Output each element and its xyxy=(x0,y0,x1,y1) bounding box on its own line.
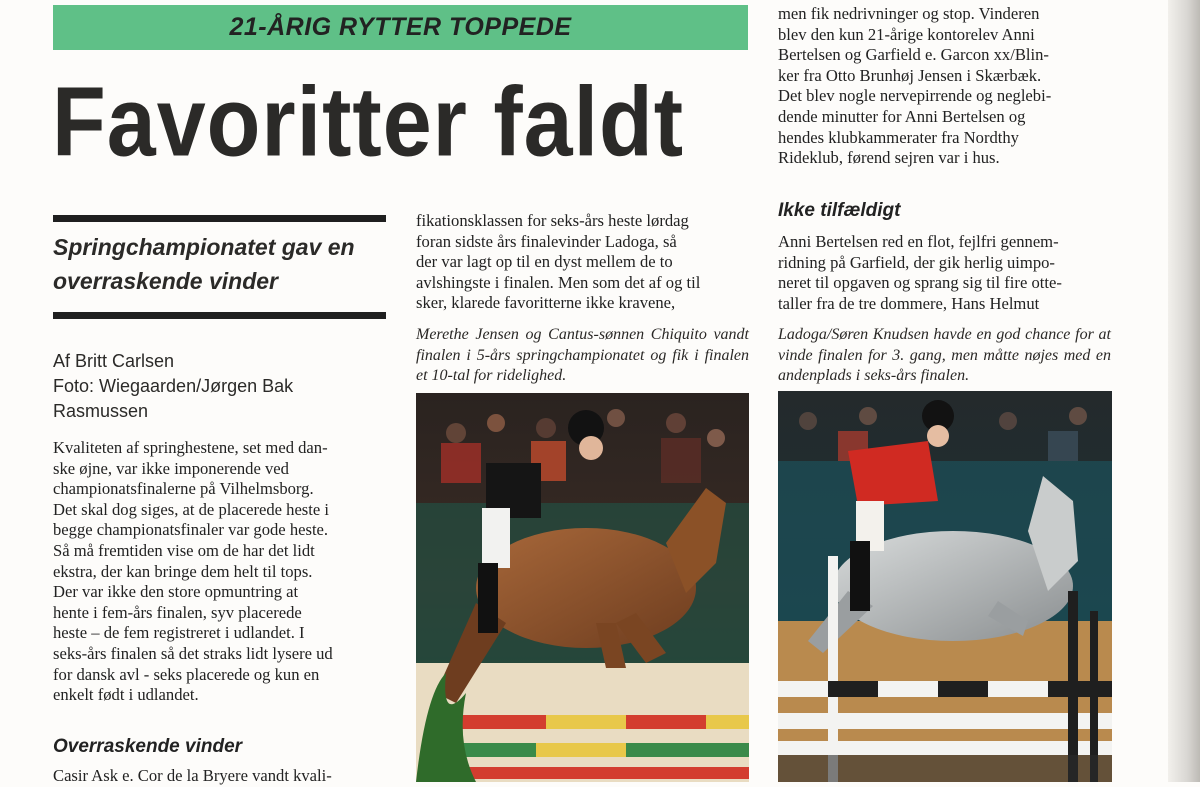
col1-paragraph xyxy=(53,438,387,706)
section-head-ikke-tilfaeldigt: Ikke tilfældigt xyxy=(778,200,901,221)
text-line: heste – de fem registreret i udlandet. I xyxy=(53,623,305,643)
text-line: for dansk avl - seks placerede og kun en xyxy=(53,664,320,684)
text-line: Anni Bertelsen red en flot, fejlfri gennem- xyxy=(778,232,1059,251)
photo-chiquito-image xyxy=(416,393,749,782)
section-head-overraskende: Overraskende vinder xyxy=(53,736,243,757)
headline: Favoritter faldt xyxy=(52,66,685,177)
text-line: ker fra Otto Brunhøj Jensen i Skærbæk. xyxy=(778,65,1042,85)
text-line: dende minutter for Anni Bertelsen og xyxy=(778,106,1026,126)
text-line: Der var ikke den store opmuntring at xyxy=(53,582,299,602)
text-line: Kvaliteten af springhestene, set med dan- xyxy=(53,438,328,457)
subhead-rule-top xyxy=(53,215,386,222)
text-line: ridning på Garfield, der gik herlig uimpo- xyxy=(778,252,1055,272)
text-line: begge championatsfinaler var gode heste. xyxy=(53,520,329,540)
text-line: seks-års finalen så det straks lidt lysere ud xyxy=(53,643,333,663)
text-line: Det skal dog siges, at de placerede heste i xyxy=(53,499,330,519)
byline-photo: Foto: Wiegaarden/Jørgen Bak Rasmussen xyxy=(53,376,294,421)
text-line: fikationsklassen for seks-års heste lørdag xyxy=(416,211,689,230)
byline xyxy=(53,349,386,424)
text-line: avlshingste i finalen. Men som det af og til xyxy=(416,272,701,292)
photo-caption-left: Merethe Jensen og Cantus-sønnen Chiquito vandt finalen i 5-års springchampionatet og fik i finalen et 10-tal for ridelighed. xyxy=(416,326,749,384)
photo-caption-right: Ladoga/Søren Knudsen havde en god chance for at vinde finalen for 3. gang, men måtte nøjes med en andenplads i seks-års finalen. xyxy=(778,326,1111,384)
text-line: men fik nedrivninger og stop. Vinderen xyxy=(778,4,1040,23)
col2-paragraph xyxy=(416,211,749,314)
text-line: championatsfinalerne på Vilhelmsborg. xyxy=(53,479,314,499)
text-line: der var lagt op til en dyst mellem de to xyxy=(416,252,673,272)
subhead: Springchampionatet gav en overraskende vinder xyxy=(53,234,355,294)
text-line: hendes klubkammerater fra Nordthy xyxy=(778,127,1019,147)
col3-paragraph xyxy=(778,232,1111,314)
photo-ladoga xyxy=(778,391,1112,782)
text-line: Så må fremtiden vise om de har det lidt xyxy=(53,540,315,560)
text-line: neret til opgaven og sprang sig til fire otte- xyxy=(778,273,1062,293)
text-line: Rideklub, førend sejren var i hus. xyxy=(778,148,1000,168)
text-line: foran sidste års finalevinder Ladoga, så xyxy=(416,231,677,251)
col1-last-line: Casir Ask e. Cor de la Bryere vandt kvali- xyxy=(53,766,332,785)
subhead-rule-bottom xyxy=(53,312,386,319)
page-gutter-shadow xyxy=(1168,0,1200,782)
text-line: sker, klarede favoritterne ikke kravene, xyxy=(416,293,676,313)
text-line: taller fra de tre dommere, Hans Helmut xyxy=(778,293,1040,313)
col3-top-paragraph xyxy=(778,4,1111,169)
photo-ladoga-image xyxy=(778,391,1112,782)
text-line: ske øjne, var ikke imponerende ved xyxy=(53,458,289,478)
text-line: Bertelsen og Garfield e. Garcon xx/Blin- xyxy=(778,45,1049,65)
text-line: blev den kun 21-årige kontorelev Anni xyxy=(778,24,1035,44)
photo-chiquito xyxy=(416,393,749,782)
text-line: enkelt født i udlandet. xyxy=(53,685,199,705)
text-line: hente i fem-års finalen, syv placerede xyxy=(53,602,302,622)
text-line: Det blev nogle nervepirrende og neglebi- xyxy=(778,86,1052,106)
byline-author: Af Britt Carlsen xyxy=(53,351,175,371)
text-line: ekstra, der kan bringe dem helt til tops. xyxy=(53,561,313,581)
kicker-banner: 21-ÅRIG RYTTER TOPPEDE xyxy=(53,5,748,50)
